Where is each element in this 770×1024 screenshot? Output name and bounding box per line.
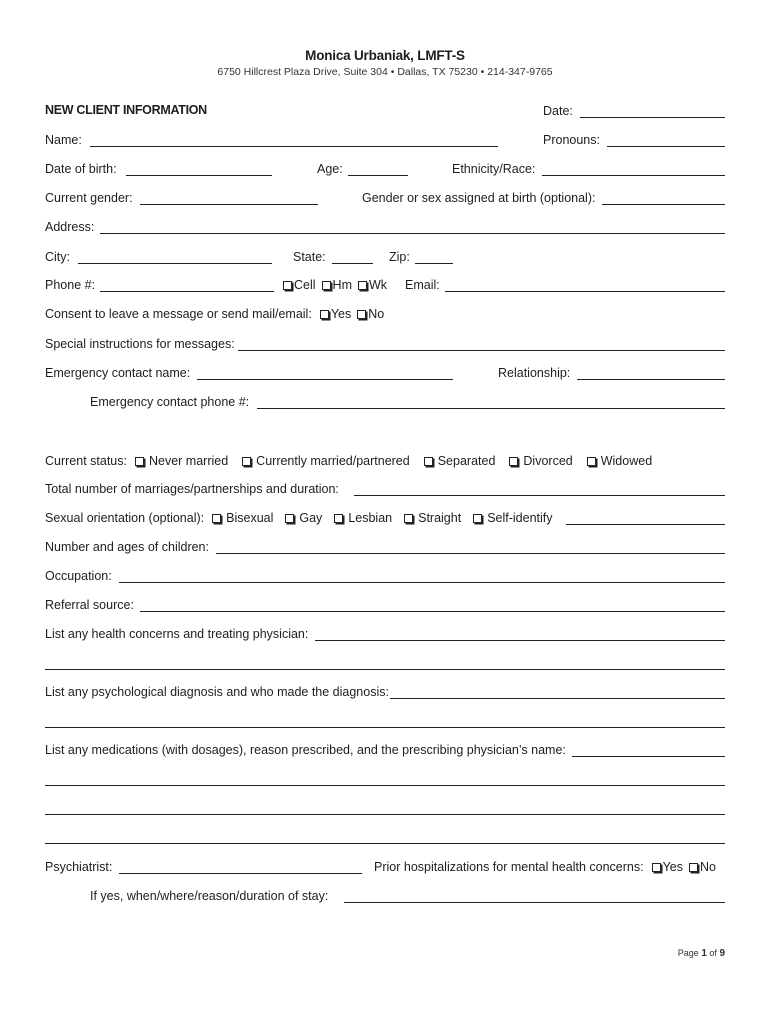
health-field[interactable] (315, 640, 725, 641)
if-yes-field[interactable] (344, 902, 725, 903)
checkbox-icon[interactable] (135, 457, 144, 466)
phone-field[interactable] (100, 291, 274, 292)
health-label: List any health concerns and treating physician: (45, 627, 309, 641)
checkbox-icon[interactable] (334, 514, 343, 523)
name-field[interactable] (90, 146, 498, 147)
children-field[interactable] (216, 553, 725, 554)
practice-address: 6750 Hillcrest Plaza Drive, Suite 304 • Dallas, TX 75230 • 214-347-9765 (217, 66, 553, 78)
medications-field-line-4[interactable] (45, 843, 725, 844)
pronouns-field[interactable] (607, 146, 725, 147)
hospitalizations-label: Prior hospitalizations for mental health concerns: (374, 860, 644, 874)
children-label: Number and ages of children: (45, 540, 209, 554)
gender-label: Current gender: (45, 191, 133, 205)
phone-type-work-option[interactable]: Wk (358, 277, 387, 293)
emergency-phone-field[interactable] (257, 408, 725, 409)
special-instructions-field[interactable] (238, 350, 725, 351)
checkbox-icon[interactable] (689, 863, 698, 872)
city-label: City: (45, 250, 70, 264)
checkbox-icon[interactable] (404, 514, 413, 523)
email-label: Email: (405, 278, 440, 292)
orientation-gay-option[interactable]: Gay (285, 510, 322, 526)
status-separated-option[interactable]: Separated (424, 453, 496, 469)
emergency-phone-label: Emergency contact phone #: (90, 395, 250, 409)
health-field-continued[interactable] (45, 669, 725, 670)
age-field[interactable] (348, 175, 408, 176)
checkbox-icon[interactable] (322, 281, 331, 290)
checkbox-icon[interactable] (285, 514, 294, 523)
self-identify-field[interactable] (566, 524, 725, 525)
checkbox-icon[interactable] (283, 281, 292, 290)
emergency-name-label: Emergency contact name: (45, 366, 191, 380)
orientation-self-identify-option[interactable]: Self-identify (473, 510, 552, 526)
medications-label: List any medications (with dosages), reason prescribed, and the prescribing physician’s name: (45, 743, 566, 757)
email-field[interactable] (445, 291, 725, 292)
consent-yes-option[interactable]: Yes (320, 306, 351, 322)
hospitalizations-yes-option[interactable]: Yes (652, 859, 683, 875)
occupation-field[interactable] (119, 582, 725, 583)
checkbox-icon[interactable] (320, 310, 329, 319)
age-label: Age: (317, 162, 343, 176)
ethnicity-field[interactable] (542, 175, 725, 176)
checkbox-icon[interactable] (358, 281, 367, 290)
state-field[interactable] (332, 263, 373, 264)
checkbox-icon[interactable] (509, 457, 518, 466)
date-label: Date: (543, 104, 573, 118)
address-field[interactable] (100, 233, 725, 234)
zip-label: Zip: (389, 250, 410, 264)
orientation-lesbian-option[interactable]: Lesbian (334, 510, 392, 526)
date-field[interactable] (580, 117, 725, 118)
dob-label: Date of birth: (45, 162, 117, 176)
pronouns-label: Pronouns: (543, 133, 600, 147)
psychiatrist-field[interactable] (119, 873, 362, 874)
dob-field[interactable] (126, 175, 272, 176)
medications-field[interactable] (572, 756, 725, 757)
practitioner-name: Monica Urbaniak, LMFT-S (305, 48, 465, 63)
address-label: Address: (45, 220, 95, 234)
phone-type-cell-option[interactable]: Cell (283, 277, 316, 293)
zip-field[interactable] (415, 263, 453, 264)
city-field[interactable] (78, 263, 272, 264)
status-never-married-option[interactable]: Never married (135, 453, 228, 469)
phone-type-home-option[interactable]: Hm (322, 277, 352, 293)
name-label: Name: (45, 133, 82, 147)
medications-field-line-2[interactable] (45, 785, 725, 786)
orientation-bisexual-option[interactable]: Bisexual (212, 510, 273, 526)
checkbox-icon[interactable] (212, 514, 221, 523)
state-label: State: (293, 250, 326, 264)
special-instructions-label: Special instructions for messages: (45, 337, 235, 351)
marriages-field[interactable] (354, 495, 725, 496)
sex-at-birth-label: Gender or sex assigned at birth (optional): (362, 191, 596, 205)
status-row (45, 453, 652, 469)
checkbox-icon[interactable] (357, 310, 366, 319)
consent-label: Consent to leave a message or send mail/email: (45, 307, 312, 321)
psych-diagnosis-field[interactable] (390, 698, 725, 699)
phone-label: Phone #: (45, 278, 96, 292)
orientation-row (45, 510, 553, 526)
relationship-label: Relationship: (498, 366, 571, 380)
consent-no-option[interactable]: No (357, 306, 384, 322)
gender-field[interactable] (140, 204, 318, 205)
hospitalizations-row (374, 859, 716, 875)
referral-label: Referral source: (45, 598, 134, 612)
emergency-name-field[interactable] (197, 379, 453, 380)
ethnicity-label: Ethnicity/Race: (452, 162, 536, 176)
hospitalizations-no-option[interactable]: No (689, 859, 716, 875)
checkbox-icon[interactable] (242, 457, 251, 466)
marriages-label: Total number of marriages/partnerships and duration: (45, 482, 339, 496)
psychiatrist-label: Psychiatrist: (45, 860, 113, 874)
if-yes-label: If yes, when/where/reason/duration of stay: (90, 889, 329, 903)
page-number: Page 1 of 9 (677, 948, 725, 959)
checkbox-icon[interactable] (473, 514, 482, 523)
medications-field-line-3[interactable] (45, 814, 725, 815)
referral-field[interactable] (140, 611, 725, 612)
status-married-option[interactable]: Currently married/partnered (242, 453, 410, 469)
phone-type-options (283, 277, 387, 293)
status-divorced-option[interactable]: Divorced (509, 453, 572, 469)
consent-row (45, 306, 384, 322)
relationship-field[interactable] (577, 379, 725, 380)
form-heading: NEW CLIENT INFORMATION (45, 103, 207, 117)
checkbox-icon[interactable] (652, 863, 661, 872)
checkbox-icon[interactable] (424, 457, 433, 466)
status-label: Current status: (45, 454, 127, 468)
orientation-straight-option[interactable]: Straight (404, 510, 461, 526)
occupation-label: Occupation: (45, 569, 112, 583)
orientation-label: Sexual orientation (optional): (45, 511, 205, 525)
checkbox-icon[interactable] (587, 457, 596, 466)
status-widowed-option[interactable]: Widowed (587, 453, 652, 469)
psych-diagnosis-field-continued[interactable] (45, 727, 725, 728)
psych-diagnosis-label: List any psychological diagnosis and who made the diagnosis: (45, 685, 389, 699)
sex-at-birth-field[interactable] (602, 204, 725, 205)
